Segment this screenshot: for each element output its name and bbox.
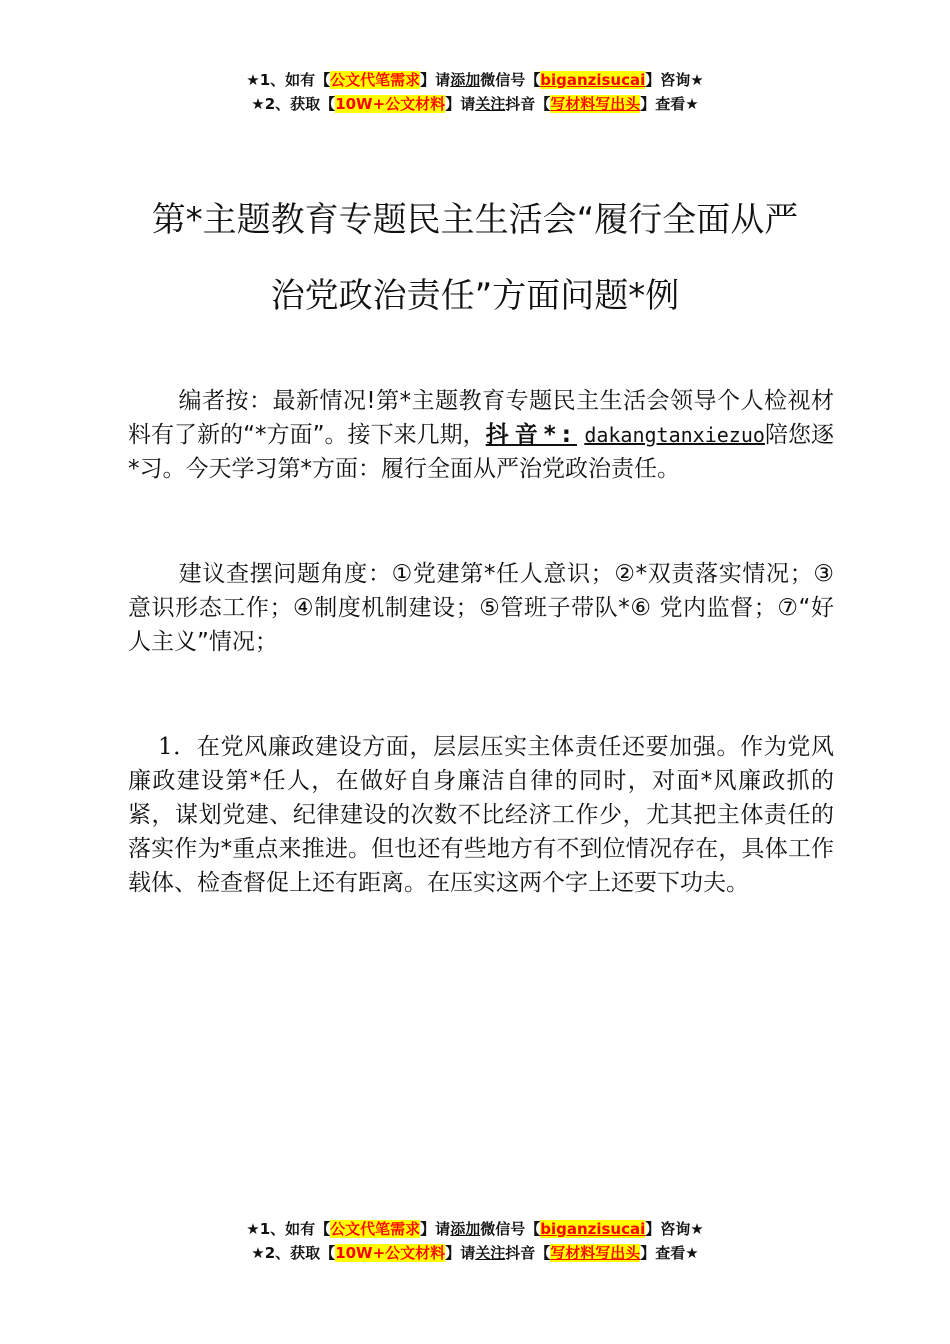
banner-line-2 (0, 92, 950, 116)
footer-banner (0, 1217, 950, 1265)
banner-text: 】查看★ (640, 1244, 699, 1262)
banner-text: 关注 (475, 1244, 506, 1262)
highlight-materials: 10W+公文材料 (335, 95, 446, 113)
editor-note-paragraph (128, 384, 834, 486)
banner-text: 】请 (420, 1220, 451, 1238)
banner-text: 】请 (445, 1244, 476, 1262)
highlight-douyin: 写材料写出头 (550, 1244, 641, 1262)
banner-text: ★1、如有【 (246, 71, 331, 89)
item-1-text: ．在党风廉政建设方面，层层压实主体责任还要加强。作为党风廉政建设第*任人，在做好自身廉洁自律的同时，对面*风廉政抓的紧，谋划党建、纪律建设的次数不比经济工作少，尤其把主体责任的落实作为*重点来推进。但也还有些地方有不到位情况存在，具体工作载体、检查督促上还有距离。在压实这两个字上还要下功夫。 (128, 734, 834, 896)
banner-text: 添加 (450, 1220, 481, 1238)
banner-line-2 (0, 1241, 950, 1265)
title-line-1: 第*主题教育专题民主生活会“履行全面从严 (151, 200, 799, 240)
title-line-2: 治党政治责任”方面问题*例 (270, 276, 680, 316)
banner-text: ★2、获取【 (251, 1244, 336, 1262)
banner-text: 抖音【 (505, 1244, 551, 1262)
banner-text: 】咨询★ (645, 1220, 704, 1238)
banner-line-1 (0, 68, 950, 92)
highlight-service: 公文代笔需求 (330, 71, 421, 89)
editor-note-text: 陪您逐*习。今天学习第*方面：履行全面从严治党政治责任。 (128, 422, 835, 482)
banner-text: 】请 (445, 95, 476, 113)
header-banner (0, 68, 950, 116)
banner-line-1 (0, 1217, 950, 1241)
highlight-materials: 10W+公文材料 (335, 1244, 446, 1262)
item-number: 1 (158, 734, 173, 760)
douyin-label: 抖音*: (485, 422, 577, 448)
suggestion-paragraph (128, 557, 834, 659)
highlight-wechat-id: biganzisucai (540, 71, 646, 89)
document-title (100, 182, 850, 334)
banner-text: 微信号【 (480, 1220, 541, 1238)
banner-text: 关注 (475, 95, 506, 113)
banner-text: 抖音【 (505, 95, 551, 113)
banner-text: 添加 (450, 71, 481, 89)
highlight-service: 公文代笔需求 (330, 1220, 421, 1238)
editor-note-text: 编者按：最新情况!第*主题教育专题民主生活会领导个人检视材料有了新的“*方面”。接下来几期， (128, 388, 834, 448)
banner-text: 】咨询★ (645, 71, 704, 89)
banner-text: 微信号【 (480, 71, 541, 89)
douyin-handle: dakangtanxiezuo (584, 423, 765, 447)
banner-text: 】查看★ (640, 95, 699, 113)
item-1-paragraph (128, 730, 834, 900)
banner-text: ★2、获取【 (251, 95, 336, 113)
highlight-wechat-id: biganzisucai (540, 1220, 646, 1238)
highlight-douyin: 写材料写出头 (550, 95, 641, 113)
suggestion-text: 建议查摆问题角度：①党建第*任人意识；②*双责落实情况；③意识形态工作；④制度机制建设；⑤管班子带队*⑥ 党内监督；⑦“好人主义”情况； (128, 561, 834, 655)
banner-text: ★1、如有【 (246, 1220, 331, 1238)
banner-text: 】请 (420, 71, 451, 89)
